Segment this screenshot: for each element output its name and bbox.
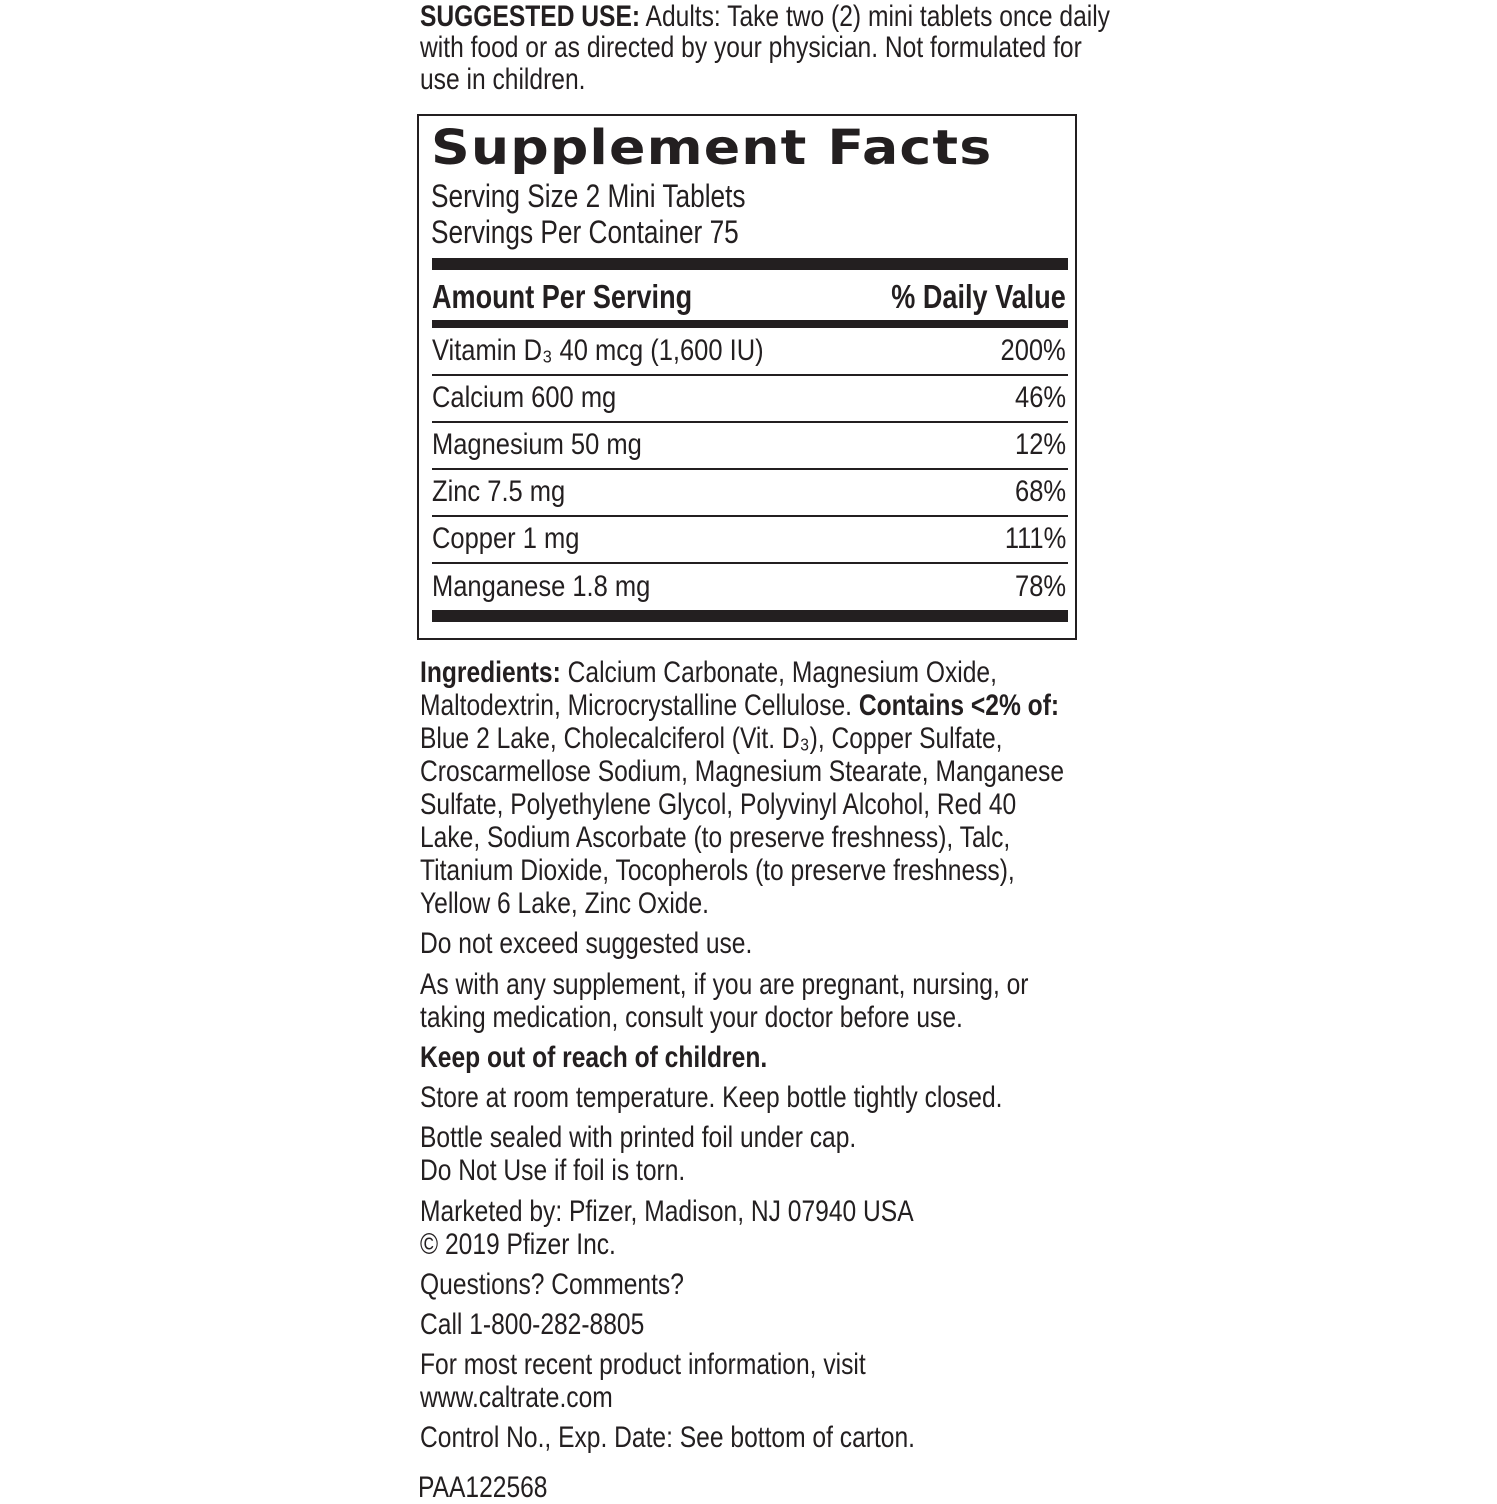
sealed-line-2: Do Not Use if foil is torn.: [420, 1154, 686, 1187]
pregnant-warning-line-1: As with any supplement, if you are pregnant, nursing, or: [420, 968, 1029, 1001]
ingredients-line-3: Blue 2 Lake, Cholecalciferol (Vit. D₃), Copper Sulfate,: [420, 722, 1003, 755]
ingredients-line-2: Maltodextrin, Microcrystalline Cellulose. Contains <2% of:: [420, 689, 1060, 722]
serving-size: Serving Size 2 Mini Tablets: [431, 178, 746, 214]
suggested-use-line-1: SUGGESTED USE: Adults: Take two (2) mini tablets once daily: [420, 0, 1110, 33]
storage-text: Store at room temperature. Keep bottle tightly closed.: [420, 1081, 1003, 1114]
nutrient-daily-value: 68%: [1014, 475, 1066, 508]
nutrient-row: [432, 422, 1068, 470]
ingredients-line-1: Ingredients: Calcium Carbonate, Magnesium Oxide,: [420, 656, 997, 689]
thick-rule-top: [432, 258, 1068, 270]
suggested-use-label: SUGGESTED USE:: [420, 0, 641, 33]
nutrient-row: [432, 564, 1068, 610]
nutrient-name: Zinc 7.5 mg: [432, 475, 566, 508]
nutrient-name: Magnesium 50 mg: [432, 428, 642, 461]
contains-label: Contains <2% of:: [858, 689, 1060, 722]
do-not-exceed-text: Do not exceed suggested use.: [420, 927, 753, 960]
nutrient-row: [432, 328, 1068, 376]
nutrient-row: [432, 516, 1068, 564]
info-line-1: For most recent product information, visit: [420, 1348, 866, 1381]
phone-text: Call 1-800-282-8805: [420, 1308, 645, 1341]
keep-out-of-reach-warning: Keep out of reach of children.: [420, 1041, 768, 1074]
nutrient-name: Vitamin D₃ 40 mcg (1,600 IU): [432, 334, 764, 367]
pregnant-warning-line-2: taking medication, consult your doctor before use.: [420, 1001, 963, 1034]
nutrient-row: [432, 469, 1068, 517]
nutrient-name: Manganese 1.8 mg: [432, 570, 651, 603]
supplement-facts-title: Supplement Facts: [431, 120, 993, 176]
facts-header-row: [432, 274, 1068, 320]
thick-rule-bottom: [432, 610, 1068, 622]
ingredients-line-4: Croscarmellose Sodium, Magnesium Stearate, Manganese: [420, 755, 1065, 788]
ingredients-label: Ingredients:: [420, 656, 561, 689]
nutrient-daily-value: 12%: [1014, 428, 1066, 461]
ingredients-line-6: Lake, Sodium Ascorbate (to preserve freshness), Talc,: [420, 821, 1011, 854]
suggested-use-line-3: use in children.: [420, 63, 586, 96]
nutrient-daily-value: 200%: [1000, 334, 1066, 367]
nutrient-name: Calcium 600 mg: [432, 381, 617, 414]
questions-text: Questions? Comments?: [420, 1268, 684, 1301]
copyright-text: © 2019 Pfizer Inc.: [420, 1228, 616, 1261]
ingredients-line-8: Yellow 6 Lake, Zinc Oxide.: [420, 887, 709, 920]
product-code: PAA122568: [418, 1471, 548, 1504]
nutrient-daily-value: 111%: [1004, 522, 1066, 555]
ingredients-line-5: Sulfate, Polyethylene Glycol, Polyvinyl Alcohol, Red 40: [420, 788, 1017, 821]
website-text: www.caltrate.com: [420, 1381, 613, 1414]
supplement-facts-panel: [417, 114, 1077, 640]
nutrient-daily-value: 46%: [1014, 381, 1066, 414]
suggested-use-line-2: with food or as directed by your physician. Not formulated for: [420, 31, 1082, 64]
header-amount-per-serving: Amount Per Serving: [432, 278, 693, 315]
header-daily-value: % Daily Value: [891, 278, 1066, 315]
sealed-line-1: Bottle sealed with printed foil under cap.: [420, 1121, 857, 1154]
ingredients-line-7: Titanium Dioxide, Tocopherols (to preserve freshness),: [420, 854, 1015, 887]
marketed-by-text: Marketed by: Pfizer, Madison, NJ 07940 USA: [420, 1195, 914, 1228]
control-number-text: Control No., Exp. Date: See bottom of carton.: [420, 1421, 915, 1454]
nutrient-row: [432, 375, 1068, 423]
nutrient-daily-value: 78%: [1014, 570, 1066, 603]
nutrient-name: Copper 1 mg: [432, 522, 580, 555]
servings-per-container: Servings Per Container 75: [431, 214, 739, 250]
thick-rule-header: [432, 320, 1068, 328]
